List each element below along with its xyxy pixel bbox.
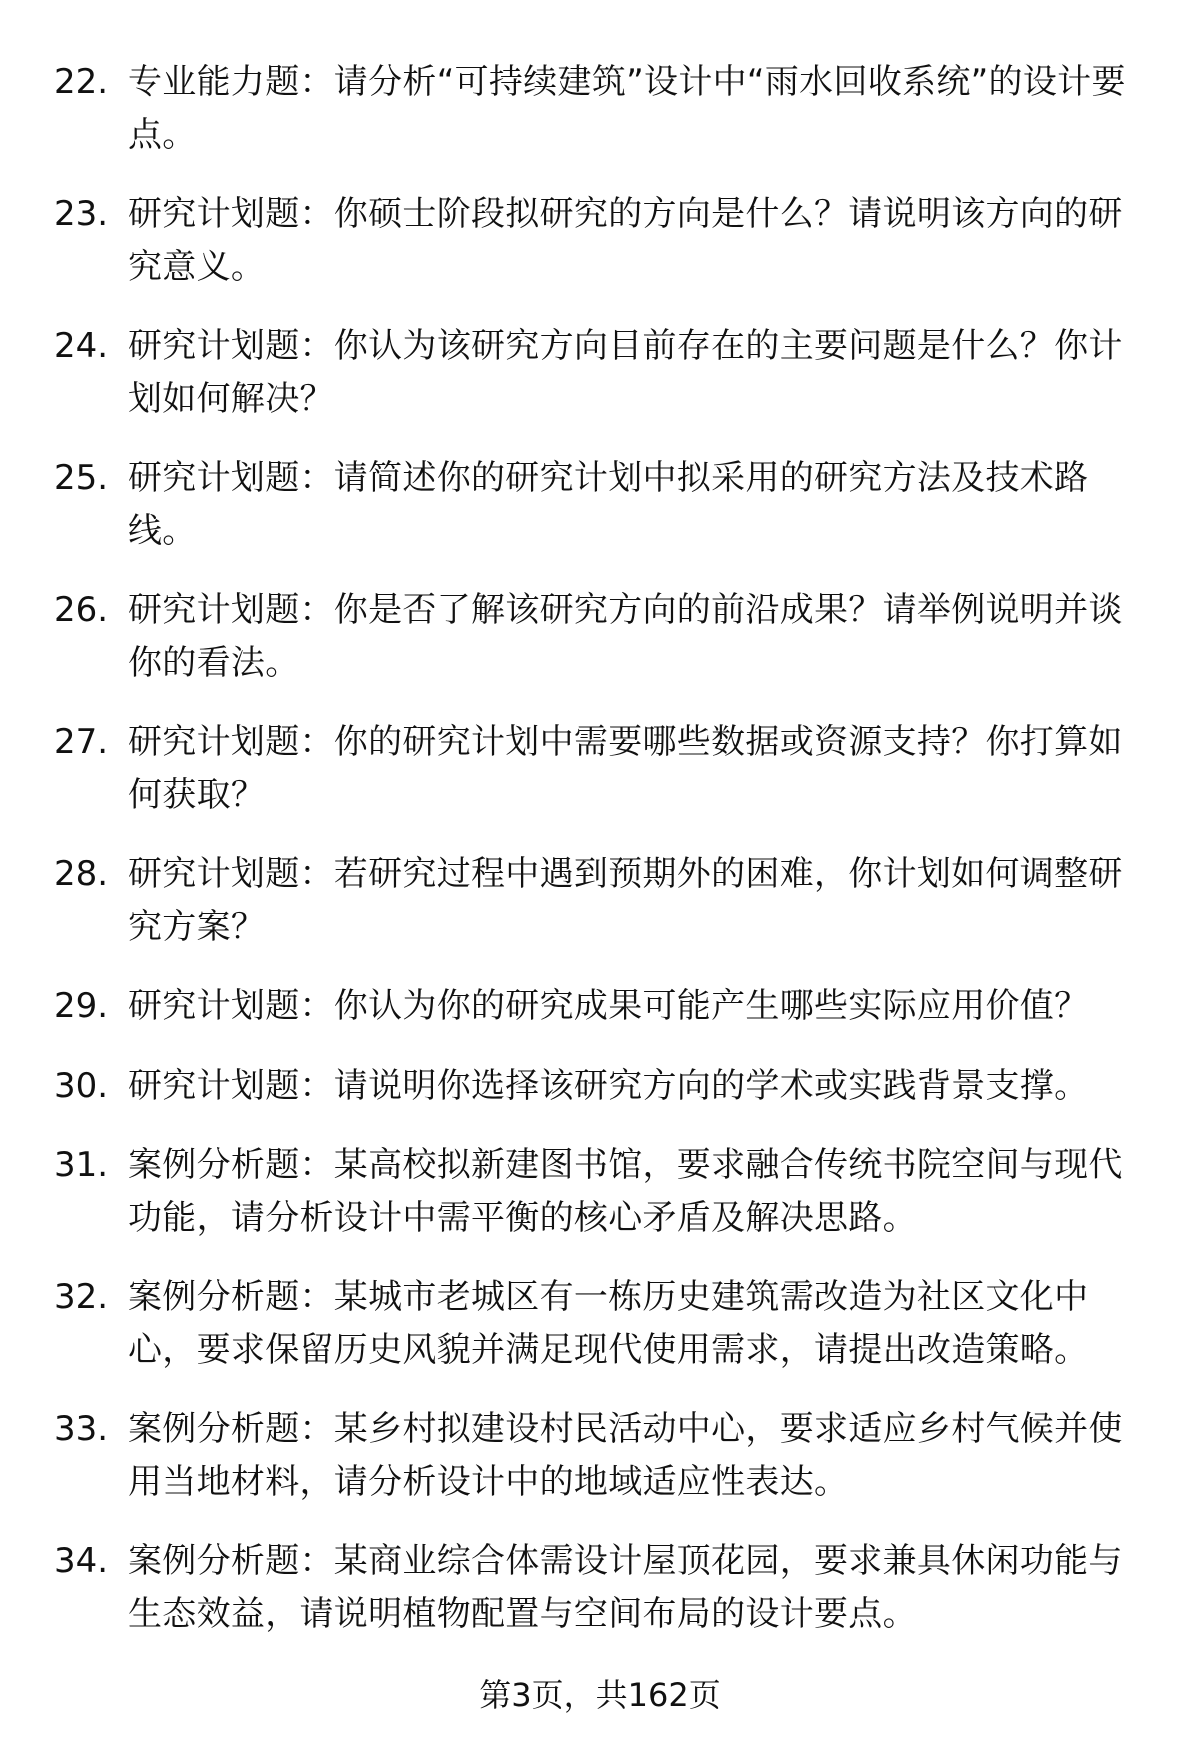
question-number: 26. (54, 590, 109, 630)
question-text: 案例分析题：某商业综合体需设计屋顶花园，要求兼具休闲功能与生态效益，请说明植物配置与空间布局的设计要点。 (128, 1541, 1123, 1634)
question-text: 研究计划题：你认为该研究方向目前存在的主要问题是什么？你计划如何解决？ (128, 326, 1123, 419)
question-text: 研究计划题：请简述你的研究计划中拟采用的研究方法及技术路线。 (128, 458, 1089, 551)
question-number: 34. (54, 1541, 109, 1581)
question-text: 专业能力题：请分析“可持续建筑”设计中“雨水回收系统”的设计要点。 (128, 62, 1126, 155)
question-number: 23. (54, 194, 109, 234)
question-number: 24. (54, 326, 109, 366)
question-text: 研究计划题：请说明你选择该研究方向的学术或实践背景支撑。 (128, 1065, 1089, 1106)
question-item (0, 980, 1200, 1033)
page-number: 第3页，共162页 (479, 1676, 721, 1714)
question-number: 31. (54, 1145, 109, 1185)
question-number: 25. (54, 458, 109, 498)
question-item (0, 320, 1200, 425)
question-number: 32. (54, 1277, 109, 1317)
question-list (0, 56, 1200, 1667)
question-text: 研究计划题：你硕士阶段拟研究的方向是什么？请说明该方向的研究意义。 (128, 194, 1123, 287)
question-number: 33. (54, 1409, 109, 1449)
question-item (0, 848, 1200, 953)
question-item (0, 584, 1200, 689)
question-item (0, 1403, 1200, 1508)
question-item (0, 1139, 1200, 1244)
question-text: 研究计划题：若研究过程中遇到预期外的困难，你计划如何调整研究方案？ (128, 854, 1123, 947)
question-text: 案例分析题：某高校拟新建图书馆，要求融合传统书院空间与现代功能，请分析设计中需平衡的核心矛盾及解决思路。 (128, 1145, 1123, 1238)
question-item (0, 1060, 1200, 1113)
question-text: 研究计划题：你是否了解该研究方向的前沿成果？请举例说明并谈你的看法。 (128, 590, 1123, 683)
question-text: 研究计划题：你的研究计划中需要哪些数据或资源支持？你打算如何获取？ (128, 722, 1123, 815)
question-number: 29. (54, 986, 109, 1026)
question-text: 研究计划题：你认为你的研究成果可能产生哪些实际应用价值？ (128, 986, 1089, 1026)
question-item (0, 1535, 1200, 1640)
question-number: 30. (54, 1065, 109, 1106)
question-text: 案例分析题：某城市老城区有一栋历史建筑需改造为社区文化中心，要求保留历史风貌并满足现代使用需求，请提出改造策略。 (128, 1277, 1089, 1370)
question-item (0, 716, 1200, 821)
question-text: 案例分析题：某乡村拟建设村民活动中心，要求适应乡村气候并使用当地材料，请分析设计中的地域适应性表达。 (128, 1409, 1123, 1502)
question-item (0, 1271, 1200, 1376)
question-item (0, 452, 1200, 557)
question-number: 27. (54, 722, 109, 762)
question-number: 28. (54, 854, 109, 894)
question-item (0, 56, 1200, 161)
question-number: 22. (54, 62, 109, 102)
question-item (0, 188, 1200, 293)
